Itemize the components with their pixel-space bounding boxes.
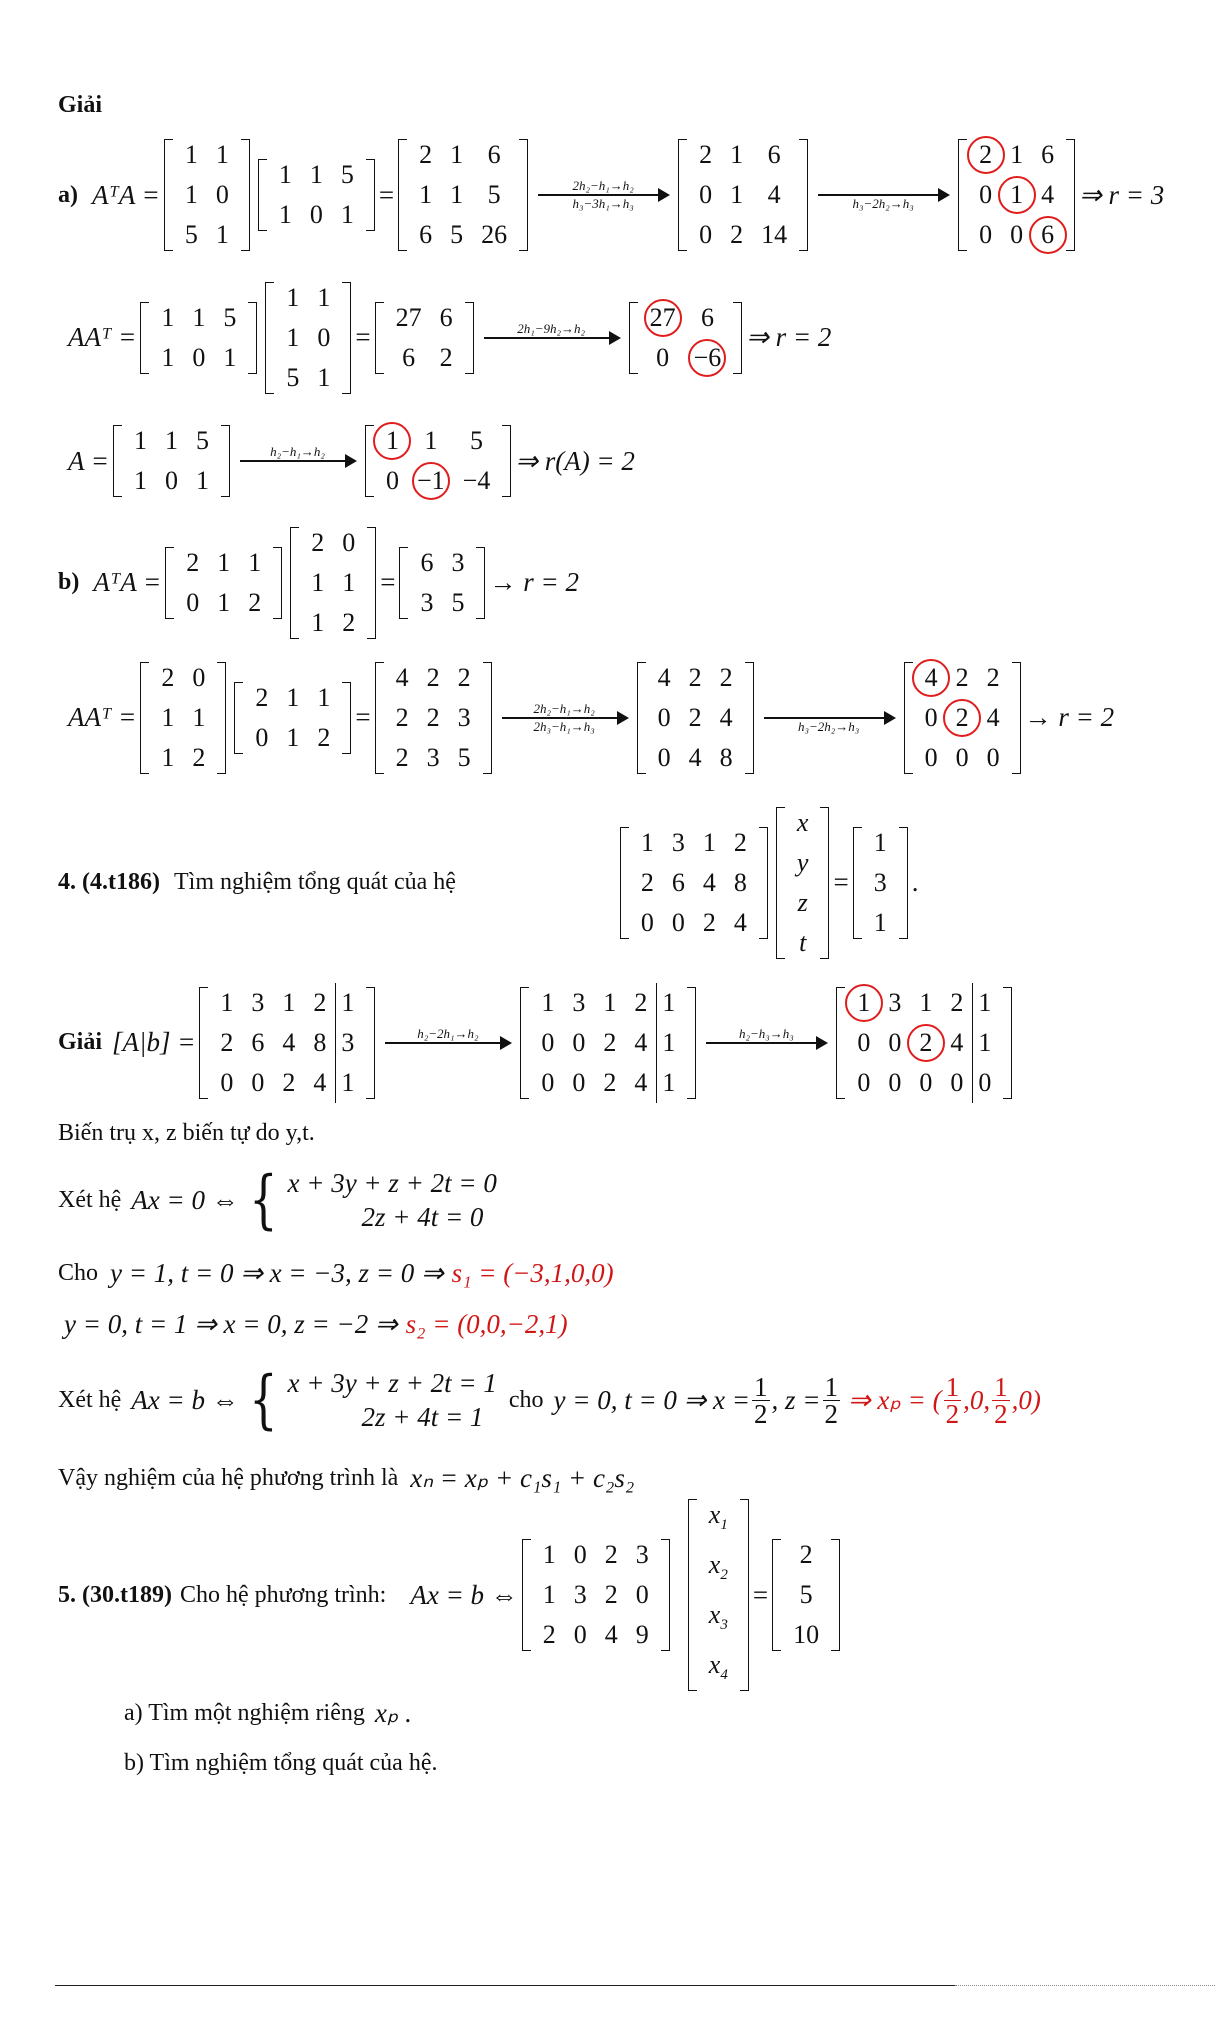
part-a-aat-row: AAᵀ = 1 1 5 1 0 1 1 1 1 0 5 1 = 27 6 6 2 2h₁−9h₂→h₂ 27 6 0 −6 ⇒ r = 2: [68, 275, 1225, 400]
vector-b: 1 3 1: [853, 823, 908, 943]
a-lhs: A =: [68, 445, 109, 476]
row-op-arrow: h₂−2h₁→h₂: [385, 1026, 510, 1060]
ata-lhs: AᵀA =: [92, 179, 160, 210]
particular-system: Xét hệ Ax = b ⇔ { x + 3y + z + 2t = 1 2z + 4t = 1 cho y = 0, t = 0 ⇒ x = $\frac{1}{2}$ , z = $\frac{1}{2}$ ⇒ xₚ = ( $\frac{1}{2}$ ,0, $\frac{1}{2}$ ,0): [58, 1363, 1041, 1437]
problem-5-statement: 5. (30.t189) Cho hệ phương trình: Ax = b ⇔ 1 0 2 3 1 3 2 0 2 0 4 9 $x_1$ $x_2$ $x_3$ $x_4$ = 2 5 10: [58, 1515, 1225, 1675]
matrix-a: 1 1 5 1 0 1: [113, 421, 230, 501]
matrix-a: 2 0 1 1 1 2: [290, 523, 376, 643]
matrix-a: 1 1 5 1 0 1: [140, 298, 257, 378]
part-a-a-row: [68, 420, 1225, 502]
matrix-augmented-echelon: 1 3 1 2 1 0 0 2 4 1 0 0 0 0 0: [836, 983, 1012, 1103]
row-op-arrow: h₂−h₁→h₂: [240, 444, 355, 478]
matrix-augmented: 1 3 1 2 1 2 6 4 8 3 0 0 2 4 1: [199, 983, 375, 1103]
problem-5-item-b: b) Tìm nghiệm tổng quát của hệ.: [124, 1749, 438, 1776]
problem-5-system: 1 0 2 3 1 3 2 0 2 0 4 9 $x_1$ $x_2$ $x_3$ $x_4$ = 2 5 10: [518, 1495, 844, 1696]
row-op-arrow: 2h₂−h₁→h₂ h₃−3h₁→h₃: [538, 178, 668, 212]
fraction-half: $\frac{1}{2}$: [994, 1371, 1008, 1429]
rank-result: ⇒ r = 3: [1079, 179, 1165, 210]
general-solution: xₙ = xₚ + c₁s₁ + c₂s₂: [410, 1462, 635, 1493]
matrix-a-echelon: 1 1 5 0 −1 −4: [365, 421, 511, 501]
pivot-variables-line: Biến trụ x, z biến tự do y,t.: [58, 1119, 315, 1146]
problem-4-system: 1 3 1 2 2 6 4 8 0 0 2 4 x y z t = 1 3 1 .: [616, 803, 919, 963]
problem-5-label: 5. (30.t189): [58, 1581, 172, 1608]
solution-heading: Giải: [58, 1029, 103, 1055]
matrix-ata: 6 3 3 5: [399, 543, 485, 623]
row-op-arrow: h₃−2h₂→h₃: [818, 178, 948, 212]
row-op-arrow: 2h₁−9h₂→h₂: [484, 321, 619, 355]
rank-result: ⇒ r(A) = 2: [515, 445, 635, 476]
part-a-label: a): [58, 181, 78, 208]
augmented-lhs: [A|b] =: [112, 1027, 196, 1057]
general-solution-line: Vậy nghiệm của hệ phương trình là xₙ = xₚ + c₁s₁ + c₂s₂: [58, 1462, 635, 1493]
system-brace: { x + 3y + z + 2t = 0 2z + 4t = 0: [248, 1163, 497, 1237]
part-b-aat-row: AAᵀ = 2 0 1 1 1 2 2 1 1 0 1 2 = 4 2 2 2 2 3 2 3 5 2h₂−h₁→h₂ 2h₃−h₁→h₃ 4 2 2 0 2 4 0 4 8 h₃−2h₂→h₃ 4 2 2 0 2 4 0 0 0 → r = 2: [68, 655, 1225, 780]
s1-vector: s₁ = (−3,1,0,0): [451, 1257, 614, 1288]
matrix-coeff: 1 0 2 3 1 3 2 0 2 0 4 9: [522, 1535, 670, 1655]
matrix-a: 2 0 1 1 1 2: [140, 658, 226, 778]
ata-lhs: AᵀA =: [93, 567, 162, 597]
matrix-at: 2 1 1 0 1 2: [234, 678, 351, 758]
basis-vector-s2: y = 0, t = 1 ⇒ x = 0, z = −2 ⇒ s₂ = (0,0,−2,1): [64, 1308, 568, 1339]
footer-rule: [55, 1985, 955, 1986]
part-b-ata-row: b) AᵀA = 2 1 1 0 1 2 2 0 1 1 1 2 = 6 3 3 5 → r = 2: [58, 520, 1225, 645]
row-op-arrow: h₂−h₃→h₃: [706, 1026, 826, 1060]
vector-b: 2 5 10: [772, 1535, 840, 1655]
fraction-half: $\frac{1}{2}$: [754, 1371, 768, 1429]
matrix-at: 1 1 1 0 5 1: [265, 278, 351, 398]
matrix-ata: 2 1 6 1 1 5 6 5 26: [398, 135, 528, 255]
problem-4-label: 4. (4.t186): [58, 869, 160, 895]
matrix-ata-echelon: 2 1 6 0 1 4 0 0 6: [958, 135, 1075, 255]
problem-5-item-a: a) Tìm một nghiệm riêng xₚ .: [124, 1697, 412, 1728]
row-op-arrow: h₃−2h₂→h₃: [764, 701, 894, 735]
matrix-a: 1 1 5 1 0 1: [258, 155, 375, 235]
vector-x: x y z t: [776, 803, 830, 963]
problem-4-text: Tìm nghiệm tổng quát của hệ: [173, 869, 456, 895]
solution-heading: Giải: [58, 92, 103, 118]
matrix-aat-echelon: 27 6 0 −6: [629, 298, 743, 378]
matrix-coeff: 1 3 1 2 2 6 4 8 0 0 2 4: [620, 823, 768, 943]
matrix-aat-echelon: 4 2 2 0 2 4 0 0 0: [904, 658, 1021, 778]
fraction-half: $\frac{1}{2}$: [945, 1371, 960, 1429]
footer-dotted-rule: [955, 1985, 1215, 1987]
matrix-aat: 27 6 6 2: [375, 298, 474, 378]
problem-4-statement: [58, 800, 1225, 965]
system-brace: { x + 3y + z + 2t = 1 2z + 4t = 1: [248, 1363, 497, 1437]
problem-4-reduction: [58, 980, 1225, 1105]
aat-lhs: AAᵀ =: [68, 322, 137, 352]
basis-vector-s1: Cho y = 1, t = 0 ⇒ x = −3, z = 0 ⇒ s₁ = (−3,1,0,0): [58, 1257, 614, 1288]
rank-result: → r = 2: [1024, 702, 1115, 732]
matrix-augmented-step1: 1 3 1 2 1 0 0 2 4 1 0 0 2 4 1: [520, 983, 696, 1103]
matrix-ata-step1: 2 1 6 0 1 4 0 2 14: [678, 135, 808, 255]
s2-vector: s₂ = (0,0,−2,1): [405, 1308, 568, 1339]
row-op-arrow: 2h₂−h₁→h₂ 2h₃−h₁→h₃: [502, 701, 627, 735]
aat-lhs: AAᵀ =: [68, 702, 137, 732]
problem-5-text: Cho hệ phương trình:: [179, 1581, 387, 1608]
matrix-aat-step1: 4 2 2 0 2 4 0 4 8: [637, 658, 754, 778]
matrix-at: 1 1 1 0 5 1: [164, 135, 250, 255]
xp-vector: ⇒ xₚ = (: [848, 1384, 942, 1415]
fraction-half: $\frac{1}{2}$: [824, 1371, 838, 1429]
rank-result: → r = 2: [489, 567, 579, 597]
rank-result: ⇒ r = 2: [746, 322, 832, 352]
matrix-aat: 4 2 2 2 2 3 2 3 5: [375, 658, 492, 778]
matrix-at: 2 1 1 0 1 2: [165, 543, 282, 623]
vector-x: $x_1$ $x_2$ $x_3$ $x_4$: [688, 1495, 749, 1696]
part-b-label: b): [58, 569, 80, 595]
homogeneous-system: Xét hệ Ax = 0 ⇔ { x + 3y + z + 2t = 0 2z + 4t = 0: [58, 1163, 497, 1237]
part-a-ata-row: a) AᵀA = 1 1 1 0 5 1 1 1 5 1 0 1 = 2 1 6 1 1 5 6 5 26 2h₂−h₁→h₂ h₃−3h₁→h₃ 2 1 6 0 1 4 0 2 14 h₃−2h₂→h₃ 2 1 6 0 1 4 0 0 6 ⇒ r = 3: [58, 140, 1225, 250]
